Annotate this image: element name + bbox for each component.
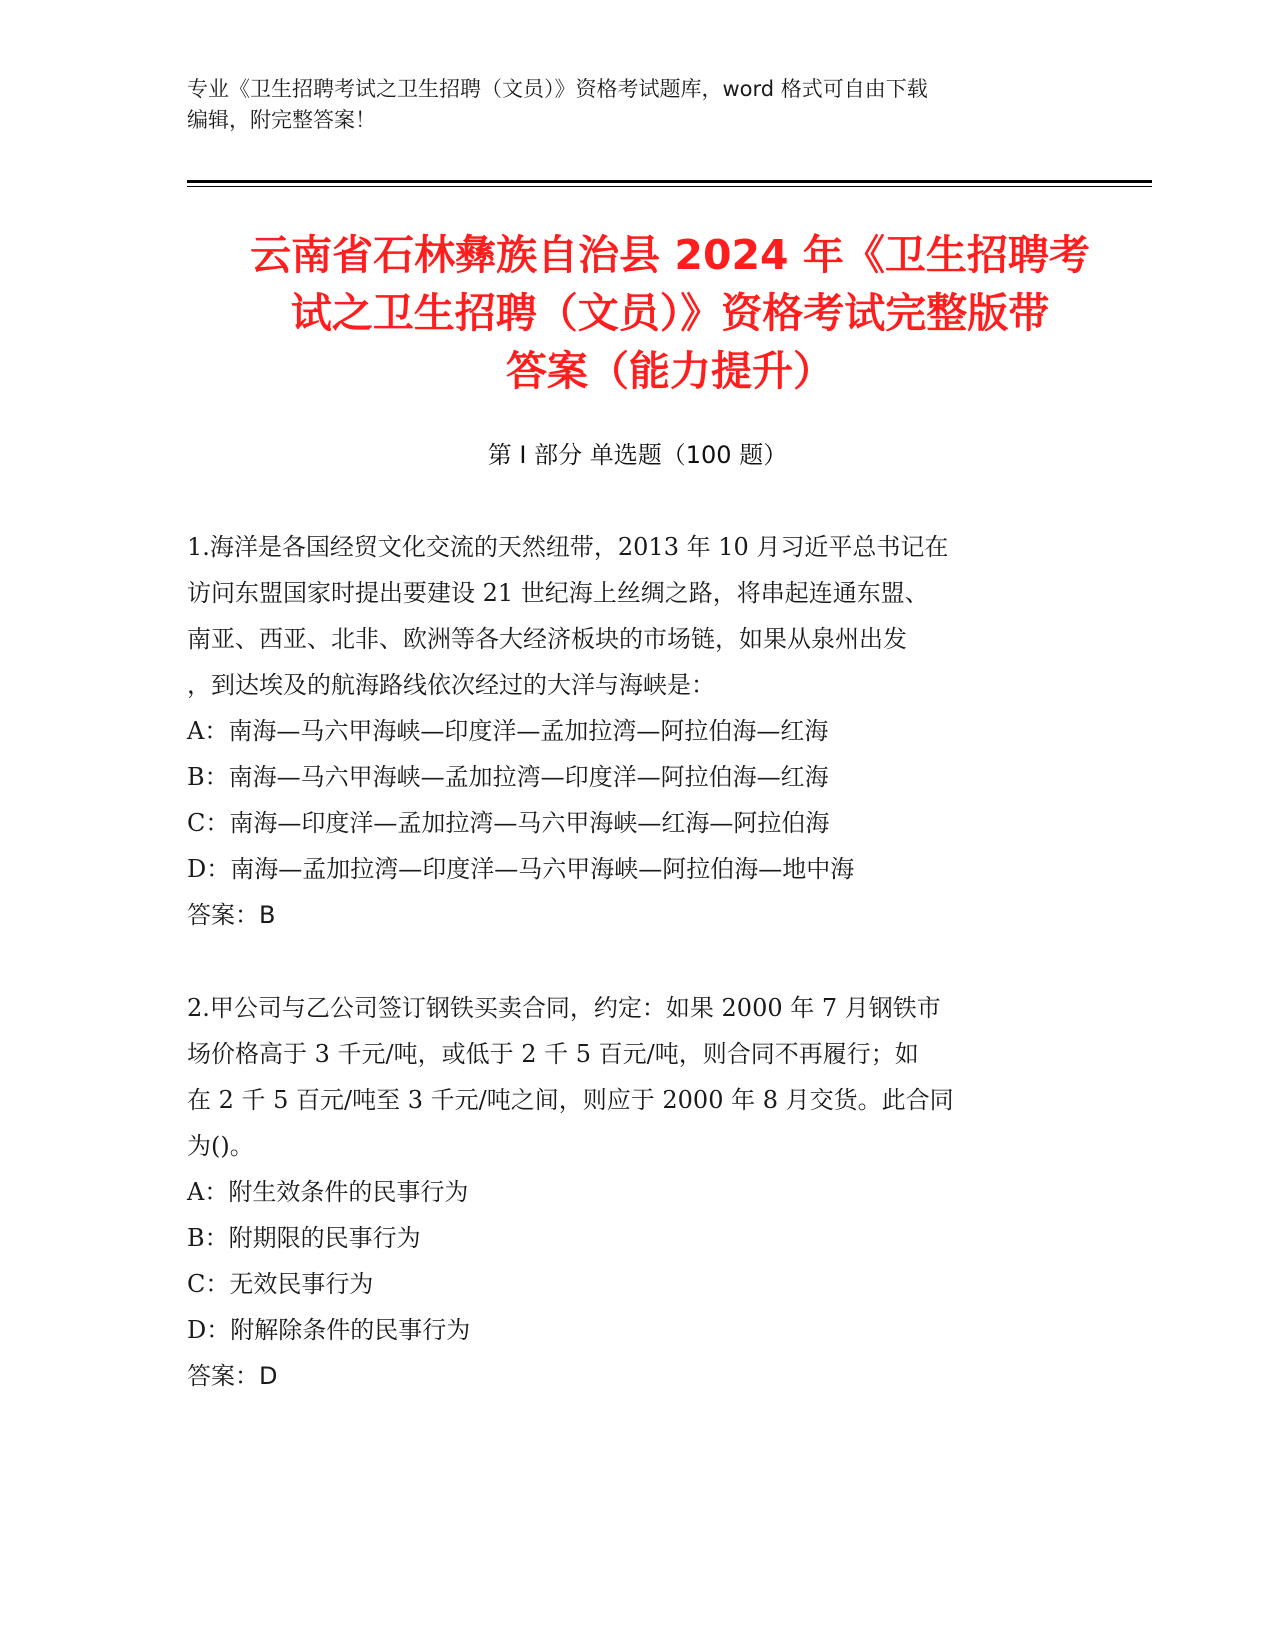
option-a: A：附生效条件的民事行为 [187, 1178, 469, 1206]
question-stem-line: 在 2 千 5 百元/吨至 3 千元/吨之间，则应于 2000 年 8 月交货。此合同 [187, 1086, 954, 1114]
document-title [150, 226, 1190, 400]
title-line-2: 试之卫生招聘（文员）》资格考试完整版带 [290, 289, 1050, 337]
title-line-1: 云南省石林彝族自治县 2024 年《卫生招聘考 [250, 231, 1090, 279]
option-c: C：南海—印度洋—孟加拉湾—马六甲海峡—红海—阿拉伯海 [187, 809, 830, 837]
header-line-2: 编辑，附完整答案！ [187, 108, 376, 132]
option-c: C：无效民事行为 [187, 1270, 374, 1298]
option-a: A：南海—马六甲海峡—印度洋—孟加拉湾—阿拉伯海—红海 [187, 717, 829, 745]
question-stem-line: 为()。 [187, 1132, 254, 1160]
header-divider-thin [187, 186, 1152, 187]
document-header [187, 74, 1087, 136]
question-stem-line: ，到达埃及的航海路线依次经过的大洋与海峡是： [187, 671, 715, 699]
option-d: D：南海—孟加拉湾—印度洋—马六甲海峡—阿拉伯海—地中海 [187, 855, 855, 883]
option-b: B：附期限的民事行为 [187, 1224, 421, 1252]
question-stem-line: 南亚、西亚、北非、欧洲等各大经济板块的市场链，如果从泉州出发 [187, 625, 907, 653]
question-1 [187, 524, 1087, 938]
section-heading: 第 I 部分 单选题（100 题） [487, 441, 788, 469]
answer-label: 答案：D [187, 1362, 278, 1390]
question-stem-line: 场价格高于 3 千元/吨，或低于 2 千 5 百元/吨，则合同不再履行；如 [187, 1040, 919, 1068]
question-stem-line: 访问东盟国家时提出要建设 21 世纪海上丝绸之路，将串起连通东盟、 [187, 579, 929, 607]
question-2 [187, 985, 1087, 1399]
title-line-3: 答案（能力提升） [506, 347, 834, 395]
question-stem-line: 2.甲公司与乙公司签订钢铁买卖合同，约定：如果 2000 年 7 月钢铁市 [187, 994, 941, 1022]
option-d: D：附解除条件的民事行为 [187, 1316, 471, 1344]
question-stem-line: 1.海洋是各国经贸文化交流的天然纽带，2013 年 10 月习近平总书记在 [187, 533, 949, 561]
option-b: B：南海—马六甲海峡—孟加拉湾—印度洋—阿拉伯海—红海 [187, 763, 829, 791]
answer-label: 答案：B [187, 901, 276, 929]
header-line-1: 专业《卫生招聘考试之卫生招聘（文员）》资格考试题库，word 格式可自由下载 [187, 77, 928, 101]
header-divider-thick [187, 180, 1152, 183]
